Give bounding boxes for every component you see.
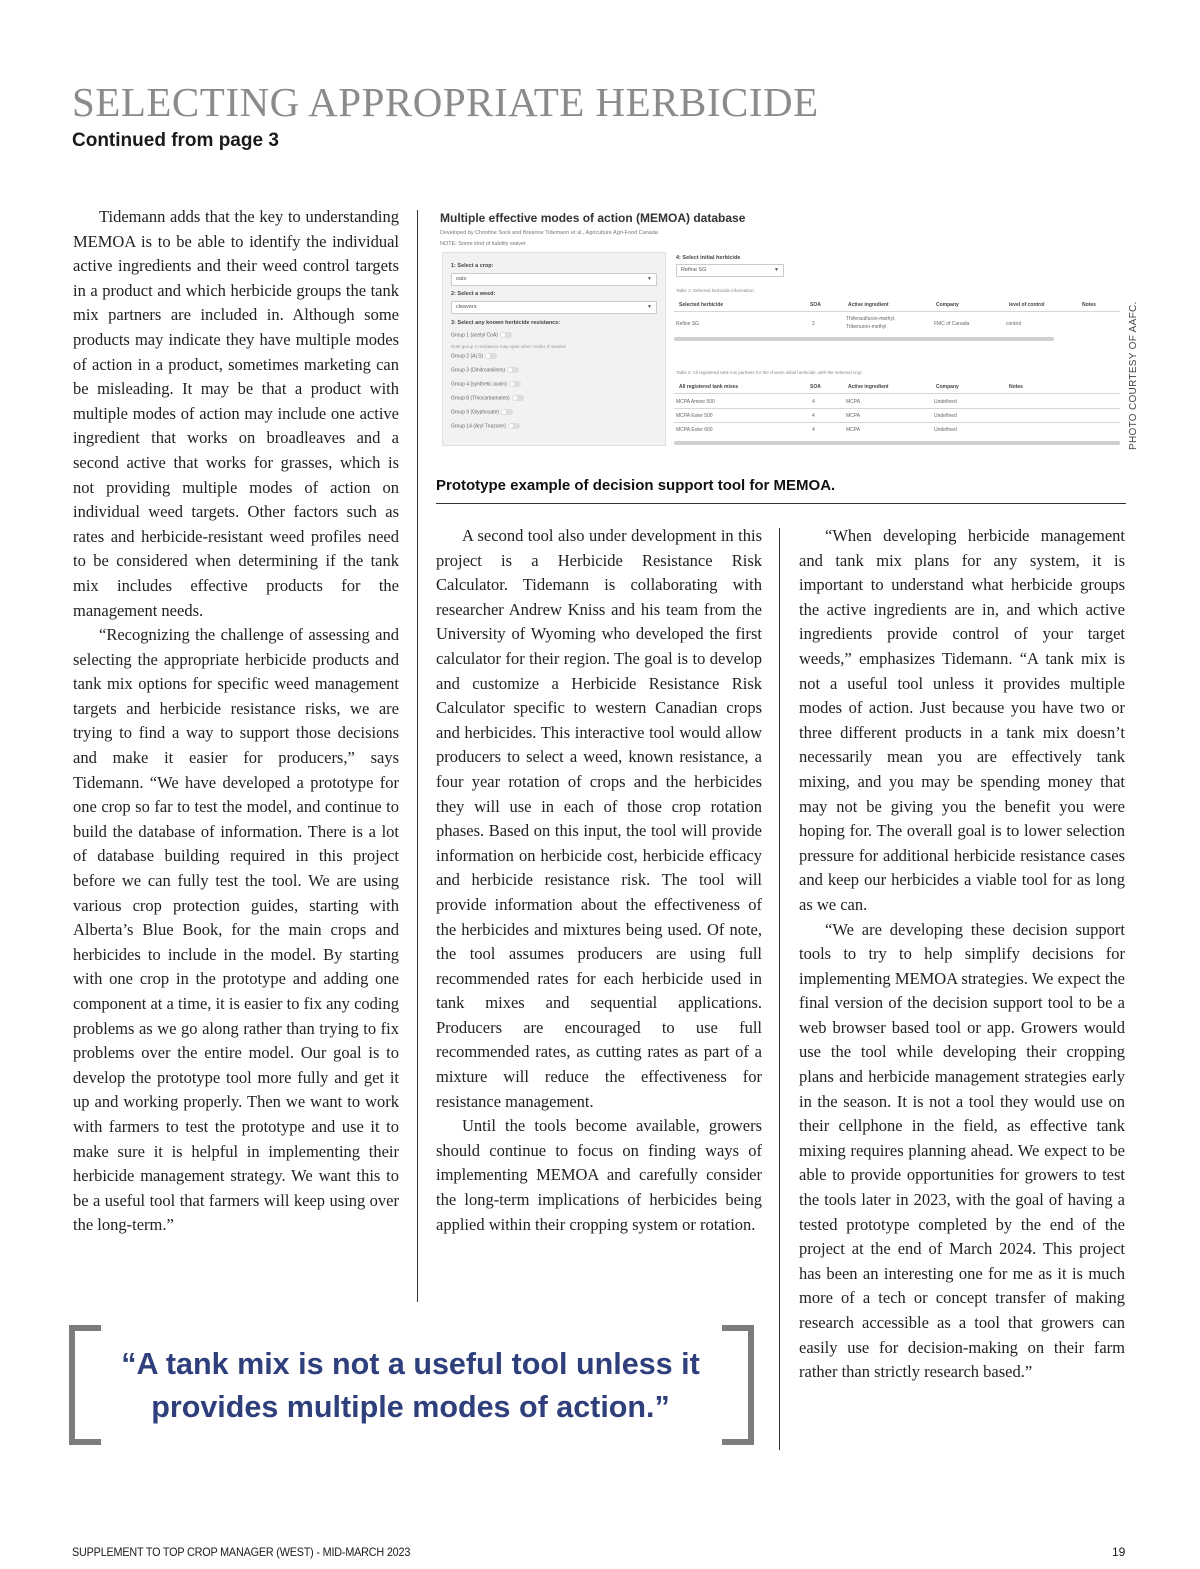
column-1 [73,205,399,1238]
column-2 [436,524,762,1237]
initial-herbicide-select[interactable] [676,264,784,277]
chevron-down-icon: ▼ [647,276,652,282]
column-divider [779,528,780,1450]
figure-caption: Prototype example of decision support tool for MEMOA. [436,477,836,494]
table2-cell: MCPA [846,427,861,433]
toggle-switch[interactable] [485,353,497,359]
paragraph: Until the tools become available, growers should continue to focus on finding ways of implementing MEMOA and carefully consider the long-term implications of herbicides being applied within their cropping system or rotation. [436,1116,762,1234]
toggle-switch[interactable] [508,423,520,429]
toggle-switch[interactable] [512,395,524,401]
weed-select[interactable] [451,301,657,314]
table1-header: Company [936,302,959,308]
table1-caption: Table 1: Selected herbicide information: [676,288,755,293]
input-panel [442,252,666,446]
table-line [674,408,1120,409]
figure-screenshot [436,205,1126,455]
table1-header: level of control [1009,302,1045,308]
group-toggle[interactable]: Group 8 (Thiocarbamates) [451,395,524,401]
group-toggle[interactable]: Group 14 (Aryl Triazone) [451,423,520,429]
resistance-label: 3: Select any known herbicide resistance: [451,320,561,326]
table2-header: All registered tank mixes [679,384,739,390]
chevron-down-icon: ▼ [774,267,779,273]
footer-publication: SUPPLEMENT TO TOP CROP MANAGER (WEST) - MID-MARCH 2023 [72,1545,411,1559]
paragraph: A second tool also under development in this project is a Herbicide Resistance Risk Calculator. Tidemann is collaborating with researcher Andrew Kniss and his team from the University of Wyoming who developed the first calculator for their region. The goal is to develop and customize a Herbicide Resistance Risk Calculator specific to western Canadian crops and herbicides. This interactive tool would allow producers to select a weed, known resistance, a four year rotation of crops and the herbicides they will use in each of those crop rotation phases. Based on this input, the tool will provide information on herbicide cost, herbicide efficacy and herbicide resistance risk. The tool will provide information about the effectiveness of the herbicides and mixtures being used. Of note, the tool assumes producers are using full recommended rates for each herbicide used in tank mixes and sequential applications. Producers are encouraged to use full recommended rates, as cutting rates as part of a mixture will reduce the effectiveness for resistance management. [436,526,762,1111]
table2-cell: 4 [812,427,815,433]
chevron-down-icon: ▼ [647,304,652,310]
initial-herbicide-label: 4: Select initial herbicide [676,255,741,261]
pull-quote: “A tank mix is not a useful tool unless it provides multiple modes of action.” [121,1347,700,1424]
horizontal-scrollbar[interactable] [674,337,1054,341]
table1-cell: FMC of Canada [934,321,970,327]
weed-value: cleavers [456,304,477,310]
table2-cell: MCPA [846,413,861,419]
paragraph: “We are developing these decision support tools to try to help simplify decisions for implementing MEMOA strategies. We expect the final version of the decision support tool to be a web browser based tool or app. Growers would use the tool while developing their cropping plans and herbicide management strategies early in the season. It is not a tool they would use on their cellphone in the field, as effective tank mixing requires planning ahead. We expect to be able to provide opportunities for growers to test the tools later in 2023, with the goal of having a tested prototype completed by the end of the project at the end of March 2024. This project has been an interesting one for me as it is much more of a tech or concept transfer of making research accessible as a tool that growers can easily use for decision-making on their farm rather than strictly research based.” [799,919,1125,1382]
table1-cell: control [1006,321,1022,327]
toggle-switch[interactable] [500,332,512,338]
group-toggle[interactable]: Group 3 (Dinitroanilines) [451,367,519,373]
table2-cell: Undefined [934,413,957,419]
group-toggle[interactable]: Group 1 (acetyl CoA) [451,332,512,338]
crop-label: 1: Select a crop: [451,263,494,269]
figure-developed-by: Developed by Christine Sock and Breanne Tidemann et al., Agriculture Agri-Food Canada [440,230,658,236]
table2-cell: MCPA Ester 500 [676,413,713,419]
table2-cell: MCPA Amine 500 [676,399,715,405]
table2-caption: Table 2: All registered tank mix partners for the chosen initial herbicide, with the selected crop [676,370,862,375]
table1-cell: 2 [812,321,815,327]
table-line [674,422,1120,423]
table2-header: Company [936,384,959,390]
table1-cell: Thifensulfuron-methyl, [846,316,896,322]
table1-header: Selected herbicide [679,302,724,308]
right-bracket [722,1325,754,1445]
table2-header: Notes [1009,384,1023,390]
paragraph: Tidemann adds that the key to understanding MEMOA is to be able to identify the individual active ingredients and their weed control targets in a product and which herbicide groups the tank mix partners are included in. Although some products may indicate they have multiple modes of action in a product, sometimes marketing can be misleading. It may be that a product with multiple modes of action may include one active ingredient that works on broadleaves and a second active that works for grasses, which is not providing multiple modes of action on individual weed targets. Other factors such as rates and herbicide-resistant weed profiles need to be considered when determining if the tank mix includes effective products for the management needs. [73,207,399,620]
paragraph: “Recognizing the challenge of assessing and selecting the appropriate herbicide products and tank mix options for specific weed management targets and herbicide resistance risks, we are trying to find a way to support those decisions and make it easier for producers,” says Tidemann. “We have developed a prototype for one crop so far to test the model, and continue to build the database of information. There is a lot of database building required in this project before we can fully test the tool. We are using various crop protection guides, starting with Alberta’s Blue Book, for the main crops and herbicides to include in the model. By starting with one crop in the prototype and adding one component at a time, it is easier to fix any coding problems as we go along rather than trying to fix problems over the entire model. Our goal is to develop the prototype tool more fully and get it up and working properly. Then we want to work with farmers to test the prototype and use it to make sure it is helpful in implementing their herbicide management strategy. We want this to be a useful tool that farmers will keep using over the long-term.” [73,625,399,1235]
page-title: SELECTING APPROPRIATE HERBICIDE [72,79,819,125]
group-toggle[interactable]: Group 2 (ALS) [451,353,497,359]
table-line [674,393,1120,394]
toggle-switch[interactable] [507,367,519,373]
table1-header: Active ingredient [848,302,889,308]
column-3 [799,524,1125,1385]
group-toggle[interactable]: Group 9 (Glyphosate) [451,409,513,415]
table2-header: SOA [810,384,821,390]
table2-cell: 4 [812,413,815,419]
table1-header: Notes [1082,302,1096,308]
table-line [674,311,1120,312]
paragraph: “When developing herbicide management and tank mix plans for any system, it is important to understand what herbicide groups the active ingredients are in, and which active ingredients provide control of your target weeds,” emphasizes Tidemann. “A tank mix is not a useful tool unless it provides multiple modes of action. Just because you have two or three different products in a tank mix doesn’t necessarily mean you are effectively tank mixing, and you may be spending money that may not be giving you the benefit you were hoping for. The overall goal is to lower selection pressure for additional herbicide resistance cases and keep our herbicides a viable tool for as long as we can. [799,526,1125,914]
group-toggle[interactable]: Group 4 (synthetic auxin) [451,381,521,387]
table2-cell: MCPA Ester 600 [676,427,713,433]
figure-note: NOTE: Some kind of liability waiver [440,241,526,247]
horizontal-scrollbar[interactable] [674,441,1120,445]
table2-cell: 4 [812,399,815,405]
table1-header: SOA [810,302,821,308]
crop-value: oats [456,276,467,282]
resistance-hint: Note group 2 resistance may span other modes if needed [451,344,566,349]
crop-select[interactable] [451,273,657,286]
left-bracket [69,1325,101,1445]
weed-label: 2: Select a weed: [451,291,496,297]
column-divider [417,210,418,1302]
figure-app-title: Multiple effective modes of action (MEMOA) database [440,211,746,225]
initial-herbicide-value: Refine SG [681,267,707,273]
table2-cell: Undefined [934,399,957,405]
table2-header: Active ingredient [848,384,889,390]
table1-cell: Tribenuron-methyl [846,324,887,330]
table2-cell: MCPA [846,399,861,405]
table1-cell: Refine SG [676,321,700,327]
table2-cell: Undefined [934,427,957,433]
page-number: 19 [1112,1545,1126,1559]
toggle-switch[interactable] [501,409,513,415]
continued-from: Continued from page 3 [72,130,279,151]
toggle-switch[interactable] [509,381,521,387]
photo-credit: PHOTO COURTESY OF AAFC. [1128,301,1139,450]
caption-rule [436,503,1126,504]
